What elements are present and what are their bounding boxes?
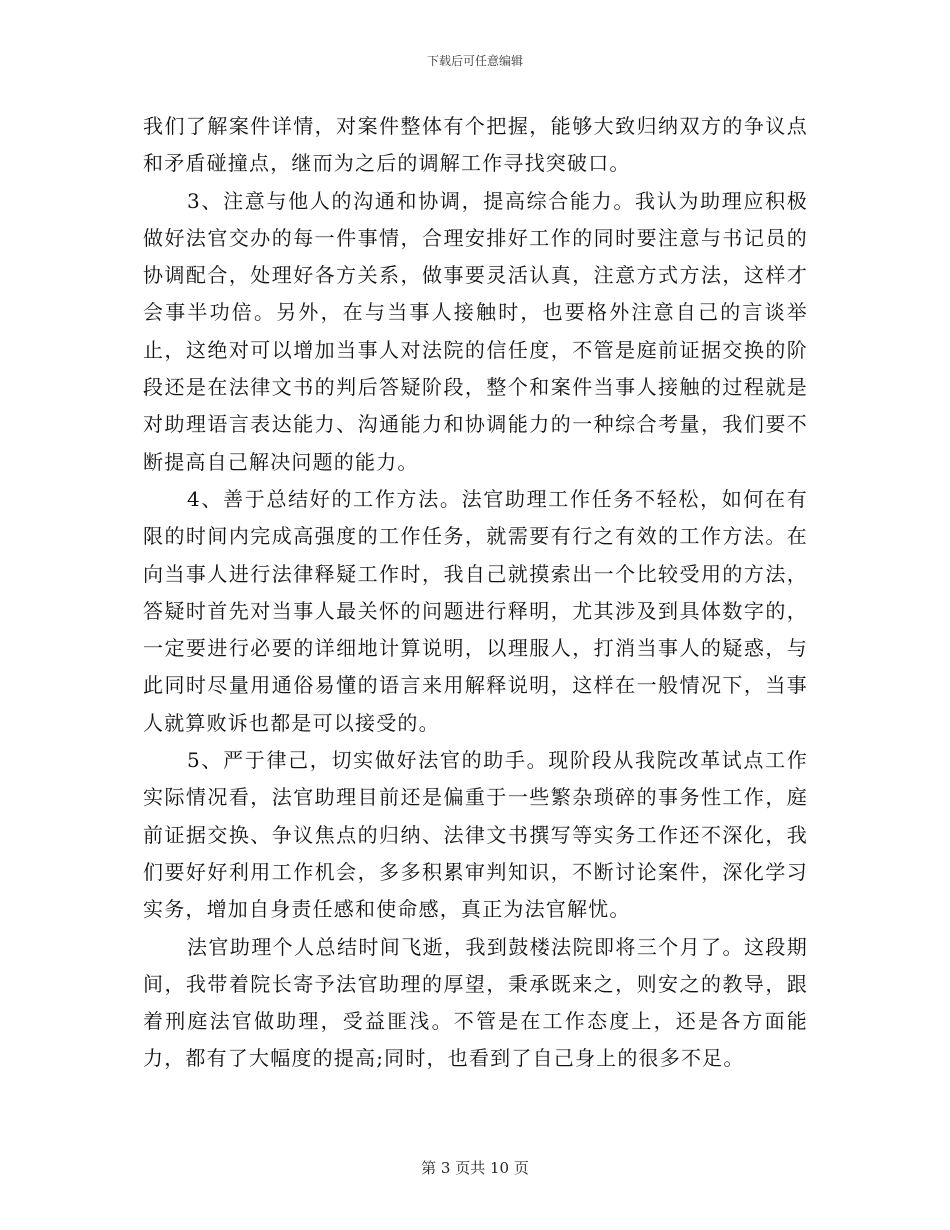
paragraph-point-4: 4、善于总结好的工作方法。法官助理工作任务不轻松，如何在有限的时间内完成高强度的工作任务，就需要有行之有效的工作方法。在向当事人进行法律释疑工作时，我自己就摸索出一个比较受用的方法，答疑时首先对当事人最关怀的问题进行释明，尤其涉及到具体数字的，一定要进行必要的详细地计算说明，以理服人，打消当事人的疑惑，与此同时尽量用通俗易懂的语言来用解释说明，这样在一般情况下，当事人就算败诉也都是可以接受的。 [143, 486, 808, 735]
page-header: 下载后可任意编辑 [426, 54, 523, 68]
paragraph-summary: 法官助理个人总结时间飞逝，我到鼓楼法院即将三个月了。这段期间，我带着院长寄予法官助理的厚望，秉承既来之，则安之的教导，跟着刑庭法官做助理，受益匪浅。不管是在工作态度上，还是各方面能力，都有了大幅度的提高;同时，也看到了自己身上的很多不足。 [143, 934, 808, 1071]
paragraph-point-3: 3、注意与他人的沟通和协调，提高综合能力。我认为助理应积极做好法官交办的每一件事情，合理安排好工作的同时要注意与书记员的协调配合，处理好各方关系，做事要灵活认真，注意方式方法，这样才会事半功倍。另外，在与当事人接触时，也要格外注意自己的言谈举止，这绝对可以增加当事人对法院的信任度，不管是庭前证据交换的阶段还是在法律文书的判后答疑阶段，整个和案件当事人接触的过程就是对助理语言表达能力、沟通能力和协调能力的一种综合考量，我们要不断提高自己解决问题的能力。 [143, 188, 808, 474]
page-footer: 第 3 页共 10 页 [421, 1159, 529, 1177]
paragraph-point-5: 5、严于律己，切实做好法官的助手。现阶段从我院改革试点工作实际情况看，法官助理目前还是偏重于一些繁杂琐碎的事务性工作，庭前证据交换、争议焦点的归纳、法律文书撰写等实务工作还不深化，我们要好好利用工作机会，多多积累审判知识，不断讨论案件，深化学习实务，增加自身责任感和使命感，真正为法官解忧。 [143, 748, 808, 922]
paragraph-continuation: 我们了解案件详情，对案件整体有个把握，能够大致归纳双方的争议点和矛盾碰撞点，继而为之后的调解工作寻找突破口。 [143, 114, 808, 176]
document-body [143, 108, 808, 1078]
